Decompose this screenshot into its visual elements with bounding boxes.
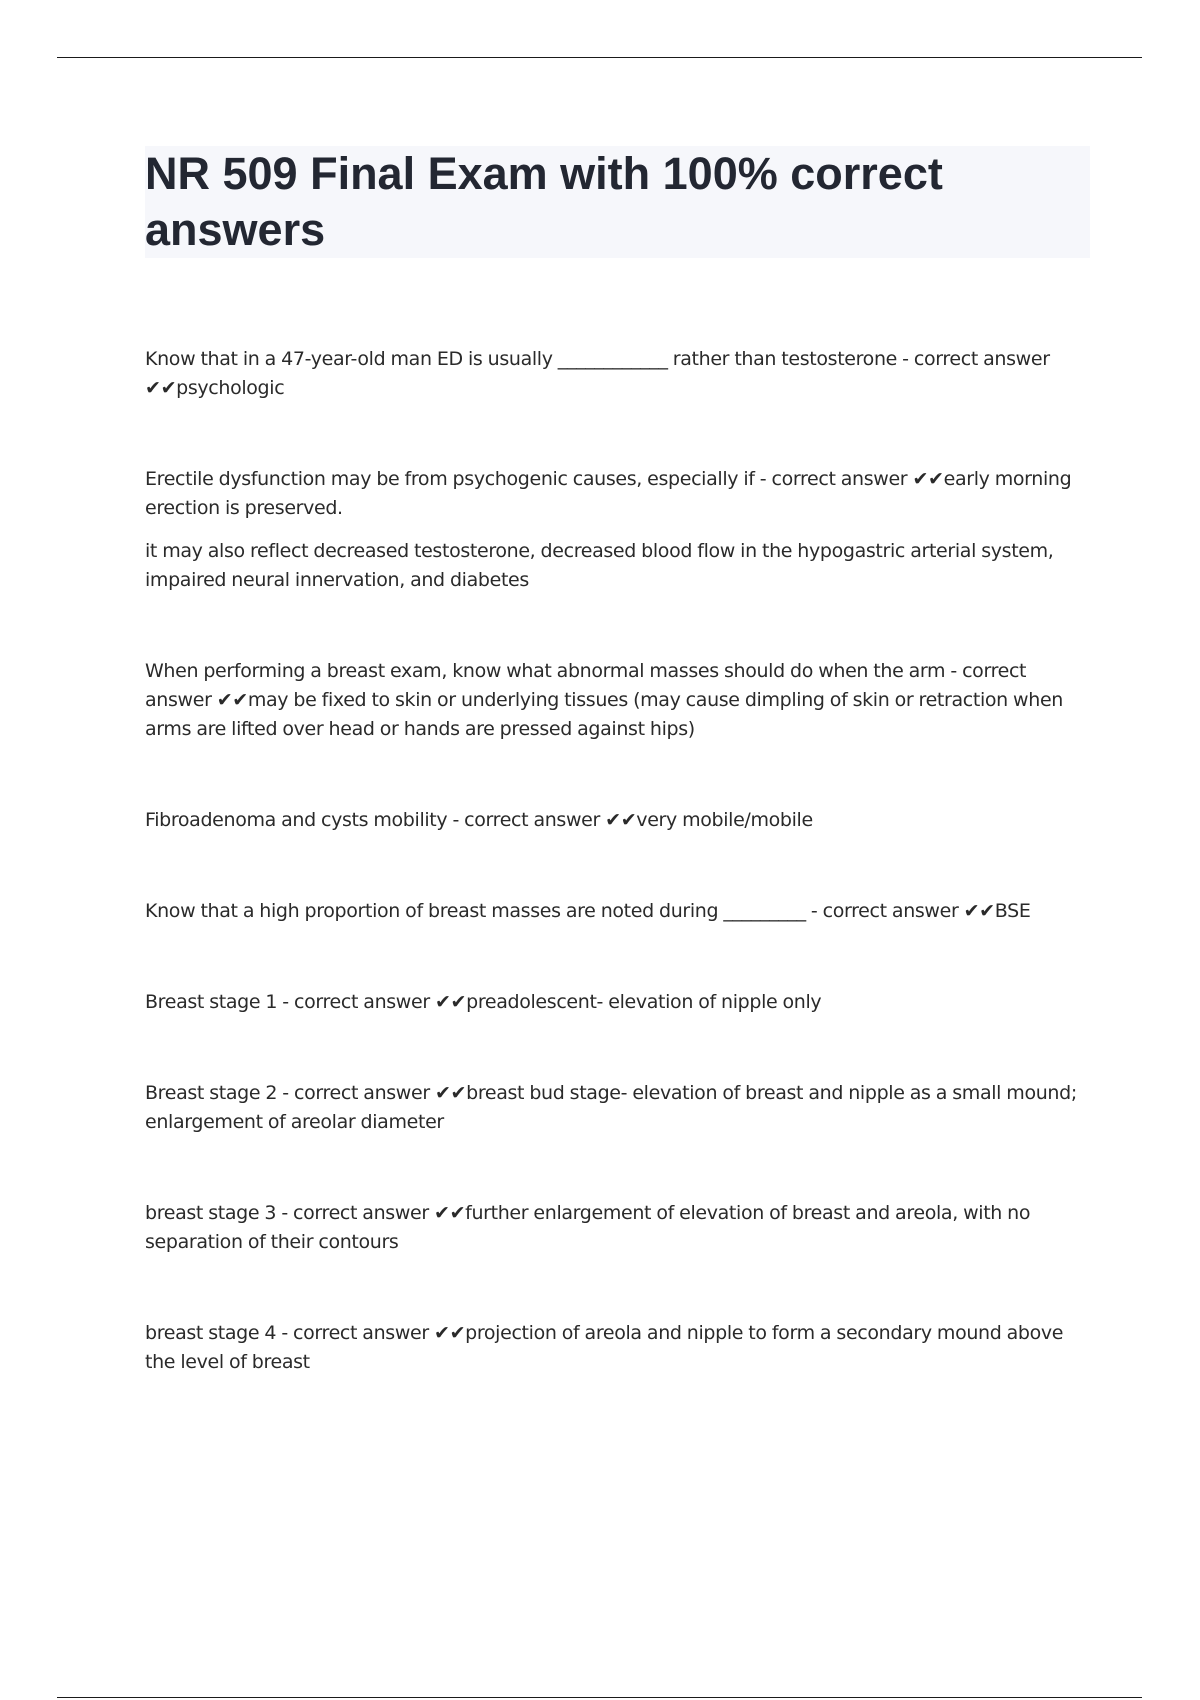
qa-item [145, 345, 1090, 403]
qa-text: Know that in a 47-year-old man ED is usually ____________ rather than testosterone - correct answer ✔✔psychologic [145, 348, 1050, 399]
document-title: NR 509 Final Exam with 100% correct answers [145, 148, 943, 255]
qa-item [145, 657, 1090, 744]
qa-text: Breast stage 2 - correct answer ✔✔breast bud stage- elevation of breast and nipple as a small mound; enlargement of areolar diameter [145, 1082, 1077, 1133]
bottom-rule [57, 1697, 1142, 1698]
top-rule [57, 57, 1142, 58]
qa-item [145, 897, 1090, 926]
qa-item [145, 988, 1090, 1017]
qa-item [145, 1319, 1090, 1377]
qa-extra-text: it may also reflect decreased testosterone, decreased blood flow in the hypogastric arterial system, impaired neural innervation, and diabetes [145, 540, 1054, 591]
qa-text: Breast stage 1 - correct answer ✔✔preadolescent- elevation of nipple only [145, 991, 822, 1013]
qa-list [145, 345, 1090, 1439]
qa-item [145, 1199, 1090, 1257]
qa-text: breast stage 4 - correct answer ✔✔projection of areola and nipple to form a secondary mound above the level of breast [145, 1322, 1064, 1373]
qa-item [145, 806, 1090, 835]
qa-text: Know that a high proportion of breast masses are noted during _________ - correct answer ✔✔BSE [145, 900, 1031, 922]
qa-item [145, 465, 1090, 523]
qa-text: breast stage 3 - correct answer ✔✔further enlargement of elevation of breast and areola, with no separation of their contours [145, 1202, 1031, 1253]
qa-text: When performing a breast exam, know what abnormal masses should do when the arm - correct answer ✔✔may be fixed to skin or underlying tissues (may cause dimpling of skin or retraction when arms are lifted over head or hands are pressed against hips) [145, 660, 1063, 740]
qa-text: Erectile dysfunction may be from psychogenic causes, especially if - correct answer ✔✔early morning erection is preserved. [145, 468, 1072, 519]
qa-text: Fibroadenoma and cysts mobility - correct answer ✔✔very mobile/mobile [145, 809, 813, 831]
qa-item [145, 1079, 1090, 1137]
